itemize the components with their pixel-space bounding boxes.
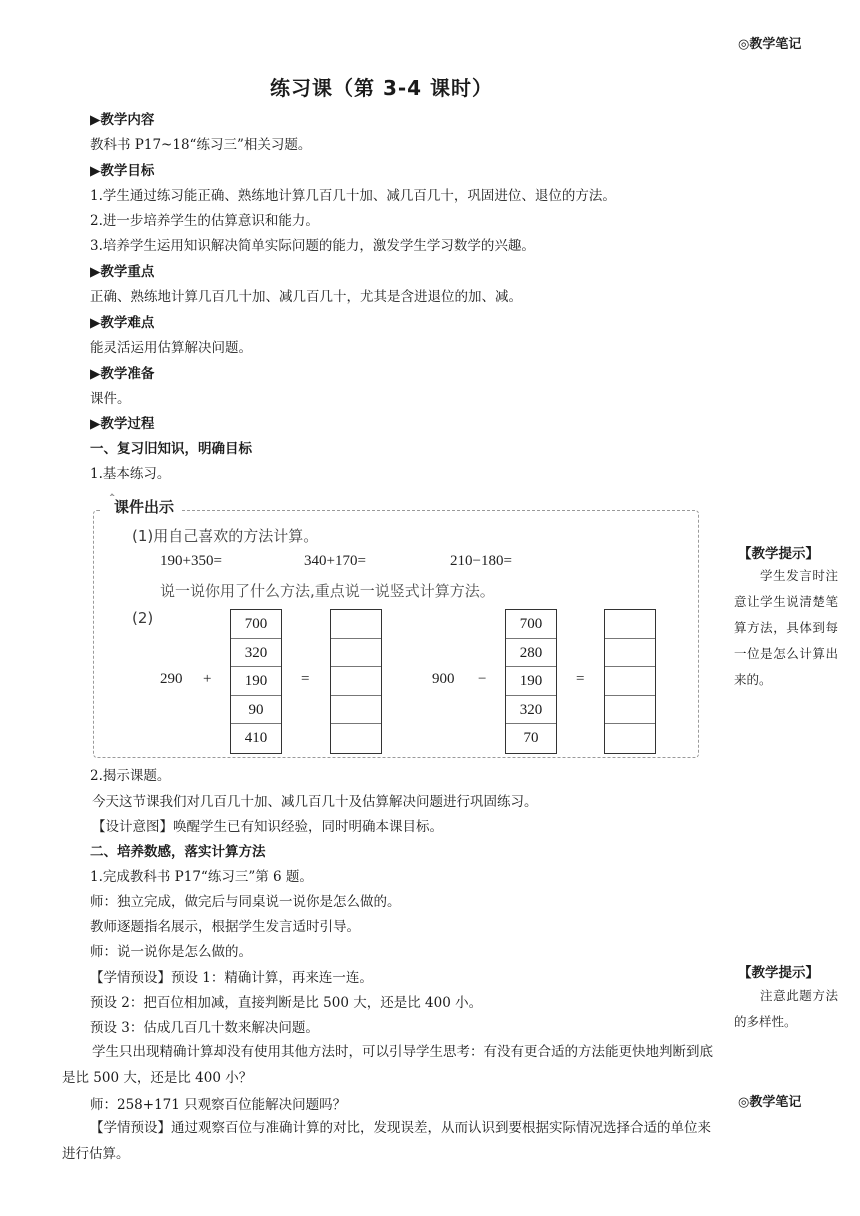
expression-3: 210−180= <box>450 553 512 569</box>
q2-label: (2) <box>132 609 154 627</box>
teacher-guide: 教师逐题指名展示，根据学生发言适时引导。 <box>90 919 360 935</box>
content-heading: ▶教学内容 <box>90 112 155 128</box>
part2-heading: 二、培养数感，落实计算方法 <box>90 844 266 860</box>
answer-cell <box>331 667 381 696</box>
answer-cell <box>605 639 655 668</box>
difficult-text: 能灵活运用估算解决问题。 <box>90 340 252 356</box>
answer-cell <box>331 696 381 725</box>
left-operator: + <box>203 671 212 687</box>
key-heading: ▶教学重点 <box>90 264 155 280</box>
teaching-notes-label: ◎教学笔记 <box>738 37 802 52</box>
difficult-heading: ▶教学难点 <box>90 315 155 331</box>
answer-cell <box>331 724 381 753</box>
preset-2: 预设 2：把百位相加减，直接判断是比 500 大，还是比 400 小。 <box>90 995 483 1011</box>
right-answer-column <box>604 609 656 754</box>
right-column-cell: 320 <box>506 696 556 725</box>
goal-1: 1.学生通过练习能正确、熟练地计算几百几十加、减几百几十，巩固进位、退位的方法。 <box>90 188 616 204</box>
reveal-topic: 2.揭示课题。 <box>90 768 171 784</box>
left-equals: = <box>301 671 310 687</box>
task-1: 1.完成教科书 P17“练习三”第 6 题。 <box>90 869 313 885</box>
goals-heading: ▶教学目标 <box>90 163 155 179</box>
goal-3: 3.培养学生运用知识解决简单实际问题的能力，激发学生学习数学的兴趣。 <box>90 238 535 254</box>
teaching-tip-2-body: 注意此题方法的多样性。 <box>734 988 838 1029</box>
basic-practice: 1.基本练习。 <box>90 466 171 482</box>
left-operand: 290 <box>160 671 183 687</box>
page-title: 练习课（第 3-4 课时） <box>270 76 494 100</box>
teaching-tip-2-title: 【教学提示】 <box>738 965 819 981</box>
expression-1: 190+350= <box>160 553 222 569</box>
preset-3: 预设 3：估成几百几十数来解决问题。 <box>90 1020 319 1036</box>
answer-cell <box>331 639 381 668</box>
answer-cell <box>605 667 655 696</box>
part1-heading: 一、复习旧知识，明确目标 <box>90 441 252 457</box>
right-equals: = <box>576 671 585 687</box>
left-column-cell: 320 <box>231 639 281 668</box>
q1-instruction: 说一说你用了什么方法,重点说一说竖式计算方法。 <box>160 582 495 600</box>
answer-cell <box>605 696 655 725</box>
teaching-tip-1-body: 学生发言时注意让学生说清楚笔算方法，具体到每一位是怎么计算出来的。 <box>734 568 838 687</box>
teacher-line-3: 师：258+171 只观察百位能解决问题吗？ <box>90 1097 347 1113</box>
left-column-cell: 90 <box>231 696 281 725</box>
preset-4: 【学情预设】通过观察百位与准确计算的对比，发现误差，从而认识到要根据实际情况选择合适的单位来进行估算。 <box>62 1120 711 1162</box>
teacher-line-1: 师：独立完成，做完后与同桌说一说你是怎么做的。 <box>90 894 401 910</box>
key-text: 正确、熟练地计算几百几十加、减几百几十，尤其是含进退位的加、减。 <box>90 289 522 305</box>
prep-text: 课件。 <box>90 391 131 407</box>
right-operator: − <box>478 671 487 687</box>
q1-prompt: (1)用自己喜欢的方法计算。 <box>132 527 319 545</box>
preset-1: 【学情预设】预设 1：精确计算，再来连一连。 <box>90 970 373 986</box>
right-column-cell: 700 <box>506 610 556 639</box>
right-number-column <box>505 609 557 754</box>
right-column-cell: 280 <box>506 639 556 668</box>
design-intent: 【设计意图】唤醒学生已有知识经验，同时明确本课目标。 <box>92 819 443 835</box>
right-column-cell: 70 <box>523 730 539 746</box>
teaching-tip-1-title: 【教学提示】 <box>738 546 819 562</box>
expression-2: 340+170= <box>304 553 366 569</box>
answer-cell <box>605 610 655 639</box>
content-text: 教科书 P17~18“练习三”相关习题。 <box>90 137 312 153</box>
guide-paragraph: 学生只出现精确计算却没有使用其他方法时，可以引导学生思考：有没有更合适的方法能更快地判断到底是比 500 大，还是比 400 小？ <box>62 1044 713 1086</box>
right-operand: 900 <box>432 671 455 687</box>
left-column-cell: 410 <box>244 730 268 746</box>
teaching-notes-label-bottom: ◎教学笔记 <box>738 1095 802 1110</box>
topic-text: 今天这节课我们对几百几十加、减几百几十及估算解决问题进行巩固练习。 <box>92 794 538 810</box>
process-heading: ▶教学过程 <box>90 416 155 432</box>
answer-cell <box>605 724 655 753</box>
teacher-line-2: 师：说一说你是怎么做的。 <box>90 944 252 960</box>
left-number-column <box>230 609 282 754</box>
goal-2: 2.进一步培养学生的估算意识和能力。 <box>90 213 319 229</box>
prep-heading: ▶教学准备 <box>90 366 155 382</box>
left-column-cell: 700 <box>231 610 281 639</box>
answer-cell <box>331 610 381 639</box>
courseware-tab-label: 课件出示 <box>100 496 180 517</box>
left-column-cell: 190 <box>231 667 281 696</box>
left-answer-column <box>330 609 382 754</box>
right-column-cell: 190 <box>506 667 556 696</box>
